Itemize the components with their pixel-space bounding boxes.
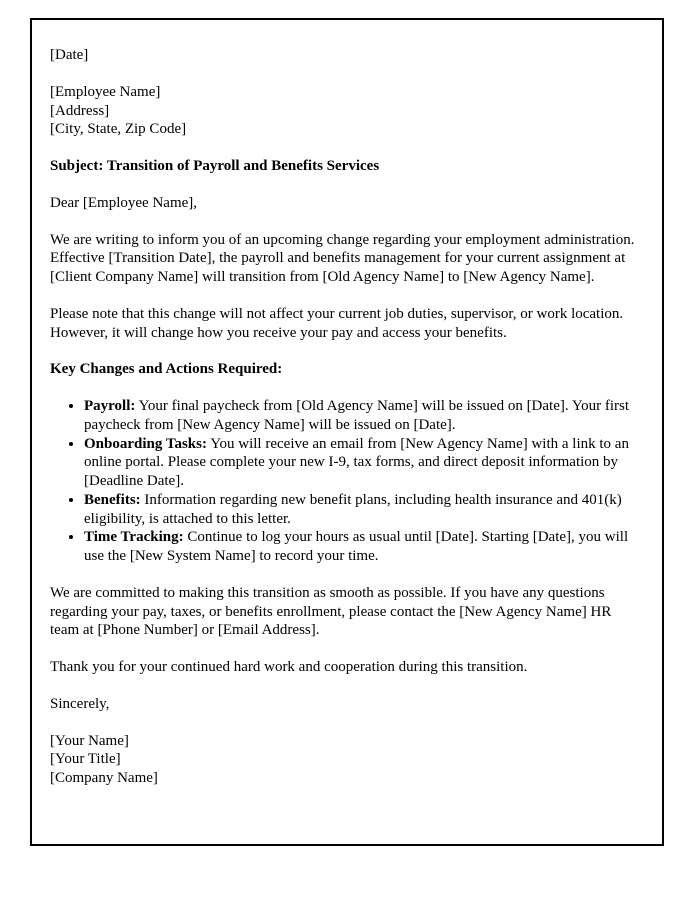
date-block	[50, 46, 644, 65]
bullet-text: Information regarding new benefit plans, including health insurance and 401(k) eligibility, is attached to this letter.	[84, 491, 622, 527]
list-item-time-tracking	[84, 528, 644, 566]
recipient-name: [Employee Name]	[50, 83, 161, 100]
recipient-address: [Address]	[50, 102, 110, 119]
signature-title: [Your Title]	[50, 751, 121, 768]
recipient-block	[50, 83, 644, 139]
bullet-label: Benefits:	[84, 491, 141, 508]
subject-line: Subject: Transition of Payroll and Benefits Services	[50, 158, 380, 174]
key-changes-list	[50, 397, 644, 566]
signoff: Sincerely,	[50, 695, 110, 712]
paragraph-thanks: Thank you for your continued hard work and cooperation during this transition.	[50, 659, 528, 675]
list-item-payroll	[84, 397, 644, 435]
bullet-text: Your final paycheck from [Old Agency Name] will be issued on [Date]. Your first paycheck from [New Agency Name] will be issued on [Date].	[84, 398, 630, 433]
signature-company: [Company Name]	[50, 770, 158, 786]
list-item-onboarding	[84, 435, 644, 491]
bullet-label: Payroll:	[84, 398, 136, 414]
paragraph-commitment: We are committed to making this transition as smooth as possible. If you have any questions regarding your pay, taxes, or benefits enrollment, please contact the [New Agency Name] HR team at [Phone Number] or [Email Address].	[50, 584, 612, 639]
bullet-text: Continue to log your hours as usual until [Date]. Starting [Date], you will use the [New System Name] to record your time.	[84, 529, 629, 564]
date-line: [Date]	[50, 47, 89, 63]
bullet-label: Onboarding Tasks:	[84, 435, 207, 452]
bullet-text: You will receive an email from [New Agency Name] with a link to an online portal. Please complete your new I-9, tax forms, and direct deposit information by [Deadline Date].	[84, 435, 629, 489]
letter-container	[30, 18, 664, 846]
list-item-benefits	[84, 491, 644, 529]
bullet-label: Time Tracking:	[84, 529, 184, 546]
paragraph-intro: We are writing to inform you of an upcoming change regarding your employment administration. Effective [Transition Date], the payroll and benefits management for your current assignment at [Client Company Name] will transition from [Old Agency Name] to [New Agency Name].	[50, 231, 635, 285]
signature-block	[50, 732, 644, 788]
salutation: Dear [Employee Name],	[50, 194, 198, 211]
signature-name: [Your Name]	[50, 732, 129, 749]
paragraph-no-change: Please note that this change will not affect your current job duties, supervisor, or work location. However, it will change how you receive your pay and access your benefits.	[50, 305, 624, 341]
recipient-city-state-zip: [City, State, Zip Code]	[50, 121, 187, 138]
key-changes-heading: Key Changes and Actions Required:	[50, 361, 283, 378]
